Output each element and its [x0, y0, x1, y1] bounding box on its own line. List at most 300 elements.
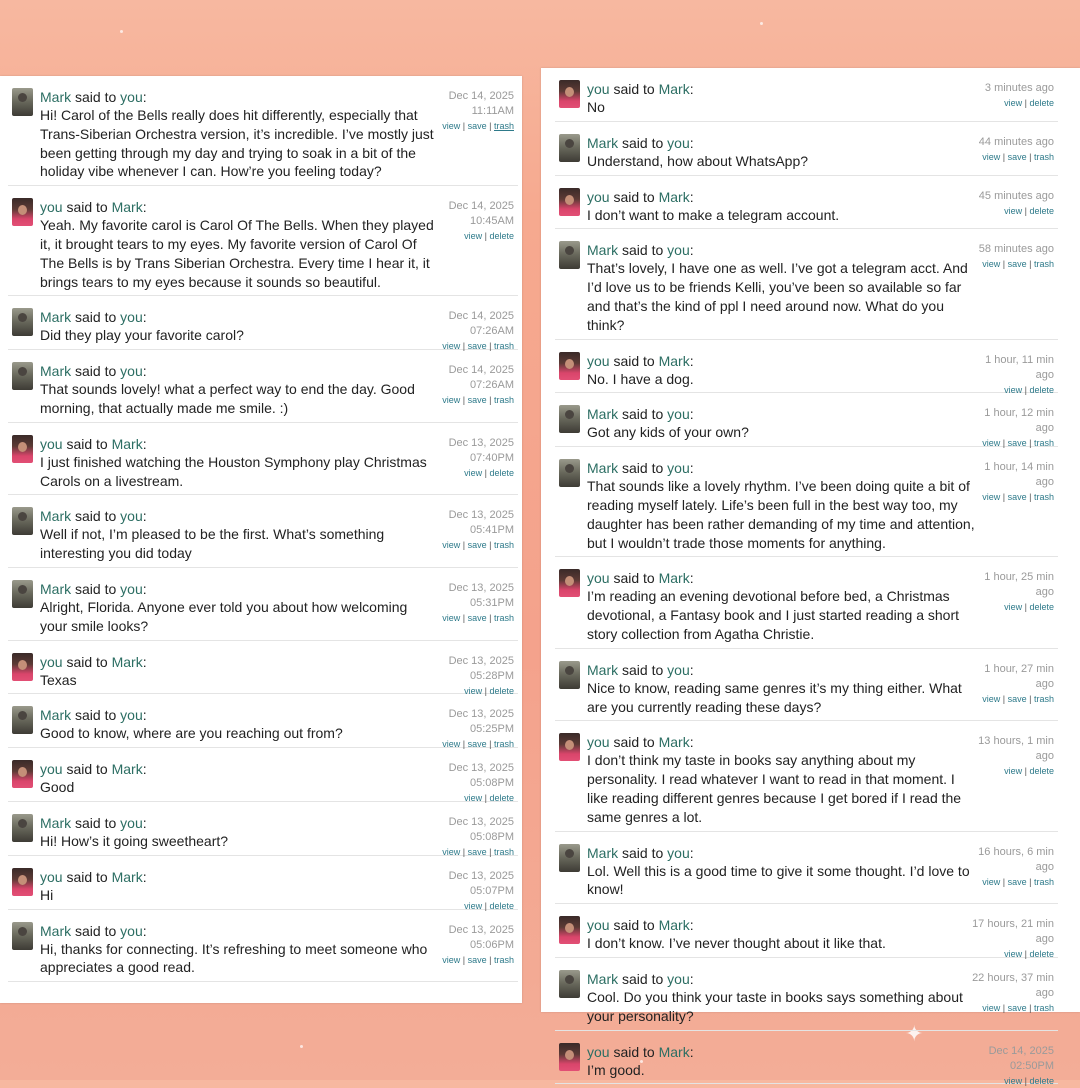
view-link[interactable]: view	[442, 395, 461, 406]
said-to-label: said to	[71, 580, 121, 597]
message-body	[587, 176, 978, 229]
delete-link[interactable]: delete	[1029, 384, 1054, 395]
message-time: 1 hour, 12 min ago	[984, 407, 1054, 435]
colon: :	[689, 734, 694, 751]
said-to-label: said to	[618, 460, 668, 477]
colon: :	[142, 508, 147, 525]
avatar[interactable]	[559, 916, 580, 944]
message-actions	[972, 490, 1054, 504]
recipient-link[interactable]: you	[120, 309, 143, 326]
save-link[interactable]: save	[1007, 151, 1027, 162]
trash-link[interactable]: trash	[1033, 1002, 1054, 1013]
message-text: Understand, how about WhatsApp?	[587, 152, 809, 169]
message-row	[8, 910, 518, 983]
action-separator: |	[484, 467, 487, 478]
avatar[interactable]	[559, 733, 580, 761]
avatar[interactable]	[559, 569, 580, 597]
avatar[interactable]	[559, 459, 580, 487]
colon: :	[689, 81, 694, 97]
message-header	[40, 88, 438, 106]
trash-link[interactable]: trash	[1033, 492, 1054, 503]
message-text: That sounds like a lovely rhythm. I’ve been doing quite a bit of reading myself lately. Life’s been full in the best way too, my daughter has been rather demanding of my time and attention, but I wouldn’t trade those moments for anything.	[587, 478, 975, 551]
avatar[interactable]	[559, 188, 580, 216]
colon: :	[689, 1043, 694, 1060]
message-header	[40, 198, 438, 216]
message-row	[555, 447, 1058, 557]
save-link[interactable]: save	[467, 846, 487, 857]
view-link[interactable]: view	[442, 341, 461, 352]
trash-link[interactable]: trash	[1033, 876, 1054, 887]
message-list-right	[541, 68, 1080, 1086]
trash-link[interactable]: trash	[493, 341, 514, 352]
action-separator: |	[462, 540, 466, 551]
sender-link[interactable]: you	[587, 188, 610, 205]
avatar[interactable]	[559, 134, 580, 162]
recipient-link[interactable]: Mark	[111, 199, 143, 216]
recipient-link[interactable]: Mark	[111, 653, 143, 670]
message-date: Dec 13, 2025	[448, 654, 514, 667]
colon: :	[142, 707, 147, 724]
message-text: I’m good.	[587, 1061, 645, 1078]
recipient-link[interactable]: you	[667, 970, 690, 987]
save-link[interactable]: save	[1007, 876, 1027, 887]
trash-link[interactable]: trash	[493, 739, 514, 750]
recipient-link[interactable]: you	[120, 814, 143, 831]
recipient-link[interactable]: you	[120, 922, 143, 939]
view-link[interactable]: view	[1004, 205, 1023, 216]
sender-link[interactable]: you	[40, 761, 63, 778]
message-body	[587, 122, 978, 175]
message-body	[587, 721, 978, 830]
message-header	[587, 405, 978, 423]
view-link[interactable]: view	[442, 612, 461, 623]
colon: :	[689, 242, 694, 259]
avatar[interactable]	[12, 760, 33, 788]
view-link[interactable]: view	[1004, 602, 1023, 613]
message-row	[555, 832, 1058, 905]
message-row	[8, 423, 518, 496]
message-time: 16 hours, 6 min ago	[978, 845, 1054, 873]
said-to-label: said to	[62, 868, 112, 885]
recipient-link[interactable]: you	[667, 134, 690, 151]
recipient-link[interactable]: you	[667, 844, 690, 861]
action-separator: |	[489, 540, 492, 551]
view-link[interactable]: view	[442, 846, 461, 857]
colon: :	[142, 363, 147, 380]
message-time: 11:11AM	[471, 105, 514, 117]
view-link[interactable]: view	[464, 900, 483, 911]
recipient-link[interactable]: Mark	[111, 435, 143, 452]
sender-link[interactable]: Mark	[40, 89, 72, 105]
message-text: Hi! Carol of the Bells really does hit differently, especially that Trans-Siberian Orchestra version, it’s incredible. I’ve mostly just been getting through my day and trying to soak in a bit of the holiday vibe whenever I can. How’re you feeling today?	[40, 107, 434, 180]
sender-link[interactable]: Mark	[40, 309, 72, 326]
message-date: Dec 13, 2025	[448, 815, 514, 828]
action-separator: |	[484, 685, 487, 696]
avatar[interactable]	[559, 661, 580, 689]
avatar[interactable]	[559, 352, 580, 380]
view-link[interactable]: view	[464, 685, 483, 696]
recipient-link[interactable]: Mark	[658, 734, 690, 751]
message-time: 05:31PM	[469, 596, 514, 609]
save-link[interactable]: save	[1007, 1002, 1027, 1013]
message-header	[587, 733, 978, 751]
recipient-link[interactable]: you	[120, 580, 143, 597]
said-to-label: said to	[62, 761, 112, 778]
message-meta	[972, 460, 1054, 504]
avatar[interactable]	[12, 308, 33, 336]
sender-link[interactable]: you	[587, 352, 610, 369]
save-link[interactable]: save	[467, 395, 487, 406]
recipient-link[interactable]: Mark	[658, 1043, 690, 1060]
message-meta	[972, 971, 1054, 1015]
said-to-label: said to	[71, 508, 121, 525]
message-header	[40, 580, 438, 598]
action-separator: |	[489, 121, 492, 131]
recipient-link[interactable]: Mark	[658, 917, 690, 934]
recipient-link[interactable]: Mark	[111, 868, 143, 885]
delete-link[interactable]: delete	[1029, 205, 1054, 216]
action-separator: |	[462, 846, 466, 857]
sender-link[interactable]: Mark	[587, 844, 619, 861]
sender-link[interactable]: you	[587, 1043, 610, 1060]
view-link[interactable]: view	[982, 492, 1001, 503]
action-separator: |	[489, 612, 492, 623]
view-link[interactable]: view	[982, 151, 1001, 162]
message-header	[587, 459, 978, 477]
sender-link[interactable]: you	[40, 435, 63, 452]
message-time: 1 hour, 25 min ago	[984, 571, 1054, 599]
action-separator: |	[462, 395, 466, 406]
action-separator: |	[1024, 766, 1027, 777]
star-dot	[760, 22, 763, 25]
message-time: 17 hours, 21 min ago	[972, 918, 1054, 946]
recipient-link[interactable]: you	[120, 89, 143, 105]
sender-link[interactable]: you	[40, 653, 63, 670]
message-text: I don’t think my taste in books say anything about my personality. I read whatever I want to read in that moment. I like reading different genres because I get bored if I read the same genres a lot.	[587, 752, 962, 825]
action-separator: |	[1029, 438, 1032, 449]
delete-link[interactable]: delete	[1029, 1075, 1054, 1086]
sender-link[interactable]: Mark	[587, 406, 619, 423]
action-separator: |	[1029, 151, 1032, 162]
recipient-link[interactable]: Mark	[111, 761, 143, 778]
view-link[interactable]: view	[442, 954, 461, 965]
action-separator: |	[462, 121, 466, 131]
delete-link[interactable]: delete	[489, 231, 514, 242]
message-time: 07:26AM	[469, 379, 514, 392]
message-actions	[972, 600, 1054, 614]
colon: :	[142, 199, 147, 216]
message-row	[8, 76, 518, 186]
save-link[interactable]: save	[467, 954, 487, 965]
avatar[interactable]	[12, 706, 33, 734]
message-body	[40, 350, 438, 422]
message-body	[40, 802, 438, 855]
action-separator: |	[1002, 492, 1006, 503]
trash-link[interactable]: trash	[1033, 151, 1054, 162]
said-to-label: said to	[618, 406, 668, 423]
message-time: 05:08PM	[469, 830, 514, 843]
sender-link[interactable]: Mark	[40, 814, 72, 831]
message-row	[8, 641, 518, 695]
avatar[interactable]	[559, 241, 580, 269]
message-actions	[449, 229, 514, 243]
colon: :	[142, 653, 147, 670]
sender-link[interactable]: Mark	[40, 508, 72, 525]
view-link[interactable]: view	[442, 540, 461, 551]
action-separator: |	[489, 341, 492, 352]
message-time: 05:28PM	[469, 669, 514, 682]
view-link[interactable]: view	[982, 876, 1001, 887]
message-actions	[972, 692, 1054, 706]
delete-link[interactable]: delete	[489, 685, 514, 696]
message-row	[555, 557, 1058, 648]
view-link[interactable]: view	[1004, 766, 1023, 777]
view-link[interactable]: view	[464, 467, 483, 478]
avatar[interactable]	[12, 198, 33, 226]
action-separator: |	[1002, 438, 1006, 449]
colon: :	[142, 309, 147, 326]
recipient-link[interactable]: you	[667, 242, 690, 259]
message-header	[40, 435, 438, 453]
message-header	[40, 308, 438, 326]
message-date: Dec 13, 2025	[448, 708, 514, 721]
view-link[interactable]: view	[464, 231, 483, 242]
trash-link[interactable]: trash	[1033, 259, 1054, 270]
message-meta	[972, 242, 1054, 271]
sender-link[interactable]: you	[587, 81, 610, 97]
action-separator: |	[1002, 1002, 1006, 1013]
action-separator: |	[1024, 384, 1027, 395]
delete-link[interactable]: delete	[489, 793, 514, 804]
recipient-link[interactable]: you	[120, 707, 143, 724]
save-link[interactable]: save	[1007, 492, 1027, 503]
message-header	[40, 507, 438, 525]
save-link[interactable]: save	[467, 739, 487, 750]
message-actions	[972, 150, 1054, 164]
sender-link[interactable]: you	[587, 734, 610, 751]
recipient-link[interactable]: you	[120, 363, 143, 380]
message-text: I don’t know. I’ve never thought about it like that.	[587, 935, 886, 952]
message-actions	[449, 466, 514, 480]
delete-link[interactable]: delete	[489, 467, 514, 478]
action-separator: |	[462, 341, 466, 352]
message-meta	[449, 199, 514, 243]
message-body	[40, 186, 438, 295]
message-body	[587, 958, 978, 1030]
recipient-link[interactable]: you	[667, 406, 690, 423]
save-link[interactable]: save	[1007, 693, 1027, 704]
sender-link[interactable]: you	[587, 917, 610, 934]
save-link[interactable]: save	[467, 121, 487, 131]
sender-link[interactable]: Mark	[587, 134, 619, 151]
avatar[interactable]	[12, 922, 33, 950]
message-text: Did they play your favorite carol?	[40, 327, 244, 344]
view-link[interactable]: view	[982, 438, 1001, 449]
message-body	[587, 229, 978, 338]
trash-link[interactable]: trash	[493, 395, 514, 406]
sender-link[interactable]: Mark	[587, 460, 619, 477]
message-meta	[972, 135, 1054, 164]
trash-link[interactable]: trash	[493, 954, 514, 965]
said-to-label: said to	[62, 435, 112, 452]
message-header	[587, 352, 978, 370]
message-text: No	[587, 99, 605, 115]
colon: :	[689, 570, 694, 587]
message-date: Dec 13, 2025	[448, 581, 514, 594]
message-date: Dec 14, 2025	[448, 90, 514, 102]
message-text: Alright, Florida. Anyone ever told you about how welcoming your smile looks?	[40, 598, 408, 634]
save-link[interactable]: save	[1007, 438, 1027, 449]
colon: :	[689, 134, 694, 151]
avatar[interactable]	[559, 844, 580, 872]
message-meta	[442, 707, 514, 751]
sender-link[interactable]: you	[587, 570, 610, 587]
message-header	[40, 760, 438, 778]
message-row	[555, 958, 1058, 1031]
message-date: Dec 13, 2025	[448, 762, 514, 775]
avatar[interactable]	[559, 80, 580, 108]
recipient-link[interactable]: you	[667, 460, 690, 477]
message-header	[587, 1043, 978, 1061]
sender-link[interactable]: Mark	[587, 970, 619, 987]
delete-link[interactable]: delete	[1029, 949, 1054, 960]
message-meta	[989, 1044, 1054, 1088]
said-to-label: said to	[609, 352, 659, 369]
said-to-label: said to	[609, 1043, 659, 1060]
view-link[interactable]: view	[1004, 949, 1023, 960]
message-header	[40, 814, 438, 832]
view-link[interactable]: view	[982, 693, 1001, 704]
recipient-link[interactable]: you	[667, 661, 690, 678]
sender-link[interactable]: Mark	[587, 242, 619, 259]
action-separator: |	[1024, 1075, 1027, 1086]
message-row	[8, 856, 518, 910]
view-link[interactable]: view	[464, 793, 483, 804]
view-link[interactable]: view	[442, 739, 461, 750]
delete-link[interactable]: delete	[489, 900, 514, 911]
view-link[interactable]: view	[1004, 1075, 1023, 1086]
message-row	[555, 229, 1058, 339]
delete-link[interactable]: delete	[1029, 98, 1054, 108]
recipient-link[interactable]: Mark	[658, 188, 690, 205]
avatar[interactable]	[12, 580, 33, 608]
said-to-label: said to	[609, 81, 659, 97]
sender-link[interactable]: you	[40, 868, 63, 885]
colon: :	[689, 917, 694, 934]
view-link[interactable]: view	[1004, 98, 1023, 108]
recipient-link[interactable]: Mark	[658, 570, 690, 587]
action-separator: |	[1002, 151, 1006, 162]
sender-link[interactable]: Mark	[40, 580, 72, 597]
message-body	[587, 393, 978, 446]
avatar[interactable]	[559, 1043, 580, 1071]
message-header	[40, 922, 438, 940]
view-link[interactable]: view	[982, 259, 1001, 270]
message-text: Cool. Do you think your taste in books says something about your personality?	[587, 988, 963, 1024]
trash-link[interactable]: trash	[493, 846, 514, 857]
action-separator: |	[1002, 259, 1006, 270]
sender-link[interactable]: you	[40, 199, 63, 216]
sender-link[interactable]: Mark	[587, 661, 619, 678]
action-separator: |	[1024, 205, 1027, 216]
message-row	[555, 340, 1058, 394]
save-link[interactable]: save	[467, 540, 487, 551]
recipient-link[interactable]: Mark	[658, 81, 690, 97]
save-link[interactable]: save	[467, 341, 487, 352]
view-link[interactable]: view	[982, 1002, 1001, 1013]
message-text: Texas	[40, 671, 77, 688]
message-row	[555, 721, 1058, 831]
message-body	[40, 296, 438, 349]
sender-link[interactable]: Mark	[40, 707, 72, 724]
message-row	[555, 649, 1058, 722]
view-link[interactable]: view	[442, 121, 461, 131]
avatar[interactable]	[12, 88, 33, 116]
trash-link[interactable]: trash	[1033, 693, 1054, 704]
message-date: Dec 13, 2025	[448, 436, 514, 449]
message-row	[8, 350, 518, 423]
message-header	[40, 362, 438, 380]
recipient-link[interactable]: Mark	[658, 352, 690, 369]
avatar[interactable]	[12, 814, 33, 842]
message-meta	[972, 845, 1054, 889]
message-body	[587, 832, 978, 904]
avatar[interactable]	[559, 405, 580, 433]
message-row	[555, 176, 1058, 230]
sparkle-decoration: ✦	[905, 1022, 924, 1047]
save-link[interactable]: save	[467, 612, 487, 623]
avatar[interactable]	[12, 507, 33, 535]
message-time: 07:40PM	[469, 451, 514, 464]
colon: :	[689, 661, 694, 678]
avatar[interactable]	[12, 435, 33, 463]
avatar[interactable]	[12, 653, 33, 681]
avatar[interactable]	[12, 868, 33, 896]
message-meta	[442, 89, 514, 133]
message-row	[8, 495, 518, 568]
message-header	[587, 134, 978, 152]
trash-link[interactable]: trash	[1033, 438, 1054, 449]
message-meta	[442, 309, 514, 353]
message-time: 58 minutes ago	[978, 243, 1054, 256]
avatar[interactable]	[559, 970, 580, 998]
message-text: Yeah. My favorite carol is Carol Of The Bells. When they played it, it brought tears to my eyes. My favorite version of Carol Of The Bells is by Trans Siberian Orchestra. Every time I hear it, it brings tears to my eyes because it sounds so beautiful.	[40, 217, 434, 290]
message-meta	[972, 662, 1054, 706]
sender-link[interactable]: Mark	[40, 922, 72, 939]
trash-link[interactable]: trash	[493, 612, 514, 623]
colon: :	[689, 844, 694, 861]
message-header	[587, 569, 978, 587]
trash-link[interactable]: trash	[493, 121, 514, 131]
message-list-left	[0, 76, 522, 1003]
said-to-label: said to	[618, 242, 668, 259]
message-body	[587, 447, 978, 556]
message-time: 02:50PM	[1009, 1059, 1054, 1072]
avatar[interactable]	[12, 362, 33, 390]
message-meta	[972, 917, 1054, 961]
colon: :	[142, 868, 147, 885]
recipient-link[interactable]: you	[120, 508, 143, 525]
message-time: 05:06PM	[469, 938, 514, 951]
view-link[interactable]: view	[1004, 384, 1023, 395]
message-text: Nice to know, reading same genres it’s my thing either. What are you currently reading these days?	[587, 679, 962, 715]
sender-link[interactable]: Mark	[40, 363, 72, 380]
trash-link[interactable]: trash	[493, 540, 514, 551]
delete-link[interactable]: delete	[1029, 766, 1054, 777]
delete-link[interactable]: delete	[1029, 602, 1054, 613]
message-header	[587, 80, 978, 98]
save-link[interactable]: save	[1007, 259, 1027, 270]
